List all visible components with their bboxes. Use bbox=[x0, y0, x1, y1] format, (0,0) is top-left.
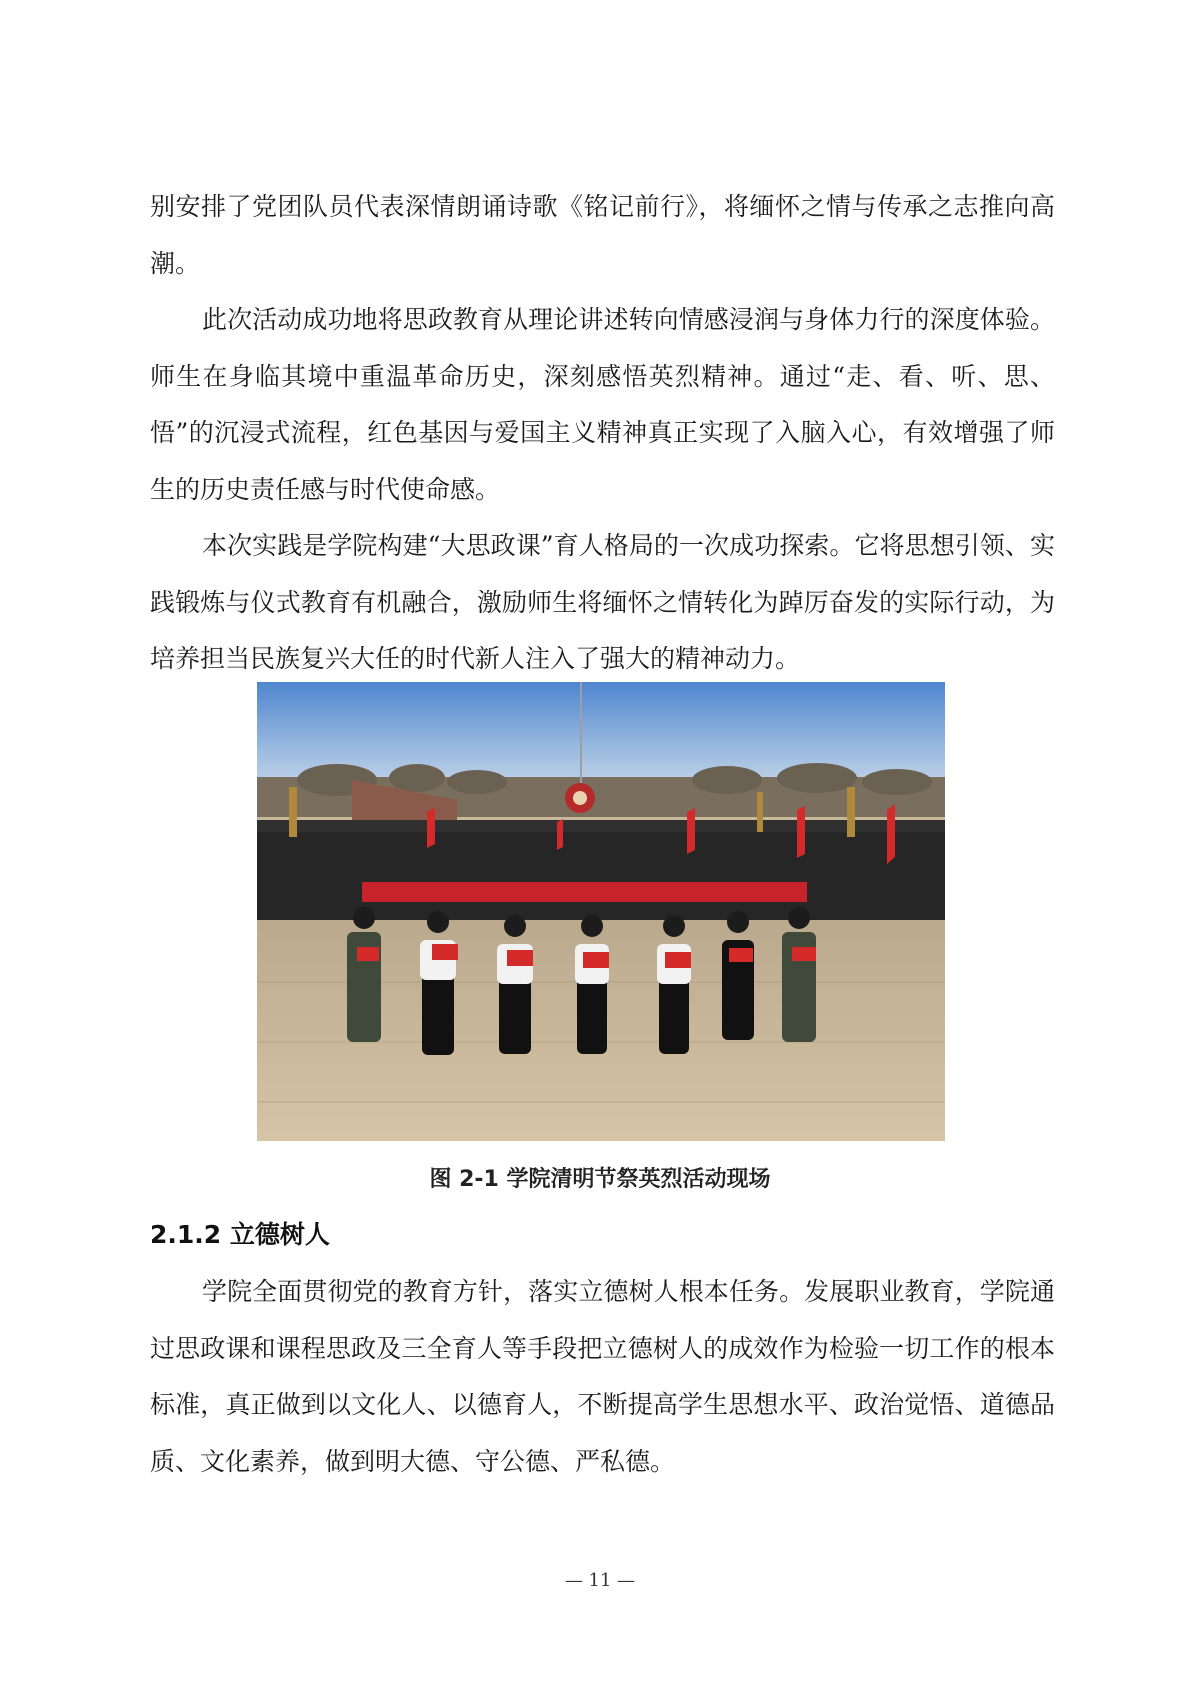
section-heading: 2.1.2 立德树人 bbox=[150, 1220, 330, 1249]
figure-caption: 图 2-1 学院清明节祭英烈活动现场 bbox=[429, 1167, 771, 1192]
page-number: — 11 — bbox=[564, 1570, 636, 1591]
paragraph-activity-summary: 此次活动成功地将思政教育从理论讲述转向情感浸润与身体力行的深度体验。师生在身临其境中重温革命历史，深刻感悟英烈精神。通过“走、看、听、思、悟”的沉浸式流程，红色基因与爱国主义精神真正实现了入脑入心，有效增强了师生的历史责任感与时代使命感。 bbox=[150, 305, 1055, 504]
red-banner bbox=[362, 882, 807, 902]
activity-photo bbox=[257, 682, 945, 1141]
paragraph-continued: 别安排了党团队员代表深情朗诵诗歌《铭记前行》，将缅怀之情与传承之志推向高潮。 bbox=[150, 192, 1055, 278]
crowd bbox=[257, 820, 945, 920]
paragraph-moral-education: 学院全面贯彻党的教育方针，落实立德树人根本任务。发展职业教育，学院通过思政课和课程思政及三全育人等手段把立德树人的成效作为检验一切工作的根本标准，真正做到以文化人、以德育人，不断提高学生思想水平、政治觉悟、道德品质、文化素养，做到明大德、守公德、严私德。 bbox=[150, 1277, 1055, 1476]
paragraph-practice-exploration: 本次实践是学院构建“大思政课”育人格局的一次成功探索。它将思想引领、实践锻炼与仪式教育有机融合，激励师生将缅怀之情转化为踔厉奋发的实际行动，为培养担当民族复兴大任的时代新人注入了强大的精神动力。 bbox=[150, 531, 1055, 673]
flagpole bbox=[580, 682, 582, 792]
